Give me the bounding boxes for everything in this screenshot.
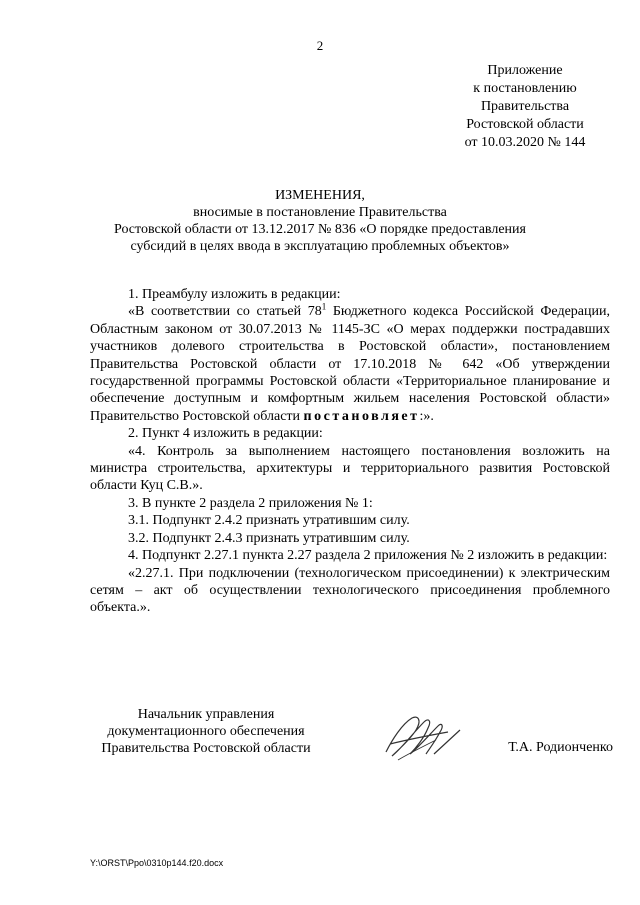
paragraph: [90, 303, 610, 425]
paragraph-text: «В соответствии со статьей 78: [128, 304, 322, 320]
signatory-position: [86, 706, 326, 757]
document-title: [90, 187, 550, 255]
title-line: вносимые в постановление Правительства: [193, 205, 447, 220]
paragraph: «4. Контроль за выполнением настоящего постановления возложить на министра строительства, архитектуры и территориального развития Ростовской области Куц С.В.».: [90, 443, 610, 494]
position-line: документационного обеспечения: [107, 724, 305, 739]
appendix-block: [440, 62, 610, 152]
superscript: 1: [321, 301, 327, 312]
footer-file-path: Y:\ORST\Ppo\0310p144.f20.docx: [90, 858, 224, 868]
title-line: Ростовской области от 13.12.2017 № 836 «О порядке предоставления: [114, 222, 526, 237]
title-heading: ИЗМЕНЕНИЯ,: [275, 188, 365, 203]
paragraph: «2.27.1. При подключении (технологическом присоединении) к электрическим сетям – акт об осуществлении технологического присоединения проблемного объекта.».: [90, 565, 610, 616]
paragraph: 4. Подпункт 2.27.1 пункта 2.27 раздела 2 приложения № 2 изложить в редакции:: [128, 548, 608, 564]
appendix-line: Ростовской области: [466, 117, 584, 132]
page-number: 2: [316, 38, 324, 53]
appendix-line: Приложение: [487, 63, 563, 78]
paragraph-text: Бюджетного кодекса Российской Федерации, Областным законом от 30.07.2013 № 1145-ЗС «О мерах поддержки пострадавших участников долевого строительства в Ростовской области», постановлением Правительства Ростовской области от 17.10.2018 № 642 «Об утверждении государственной программы Ростовской области «Территориальное планирование и обеспечение доступным и комфортным жильем населения Ростовской области» Правительство Ростовской области: [90, 304, 610, 424]
appendix-line: к постановлению: [473, 81, 577, 96]
paragraph-text: :».: [419, 408, 434, 424]
paragraph: 1. Преамбулу изложить в редакции:: [128, 287, 341, 302]
title-line: субсидий в целях ввода в эксплуатацию проблемных объектов»: [130, 239, 510, 254]
handwritten-signature: [378, 710, 463, 765]
position-line: Правительства Ростовской области: [101, 741, 311, 756]
paragraph: 3.1. Подпункт 2.4.2 признать утратившим силу.: [128, 513, 410, 529]
position-line: Начальник управления: [137, 707, 275, 722]
paragraph: 3. В пункте 2 раздела 2 приложения № 1:: [128, 495, 373, 511]
spaced-bold-word: постановляет: [303, 408, 420, 424]
paragraph: 3.2. Подпункт 2.4.3 признать утратившим силу.: [128, 530, 410, 546]
document-body: [90, 286, 610, 617]
appendix-line: Правительства: [480, 99, 570, 114]
signatory-name: Т.А. Родионченко: [508, 740, 613, 755]
paragraph: 2. Пункт 4 изложить в редакции:: [128, 426, 323, 442]
appendix-line: от 10.03.2020 № 144: [464, 135, 586, 150]
